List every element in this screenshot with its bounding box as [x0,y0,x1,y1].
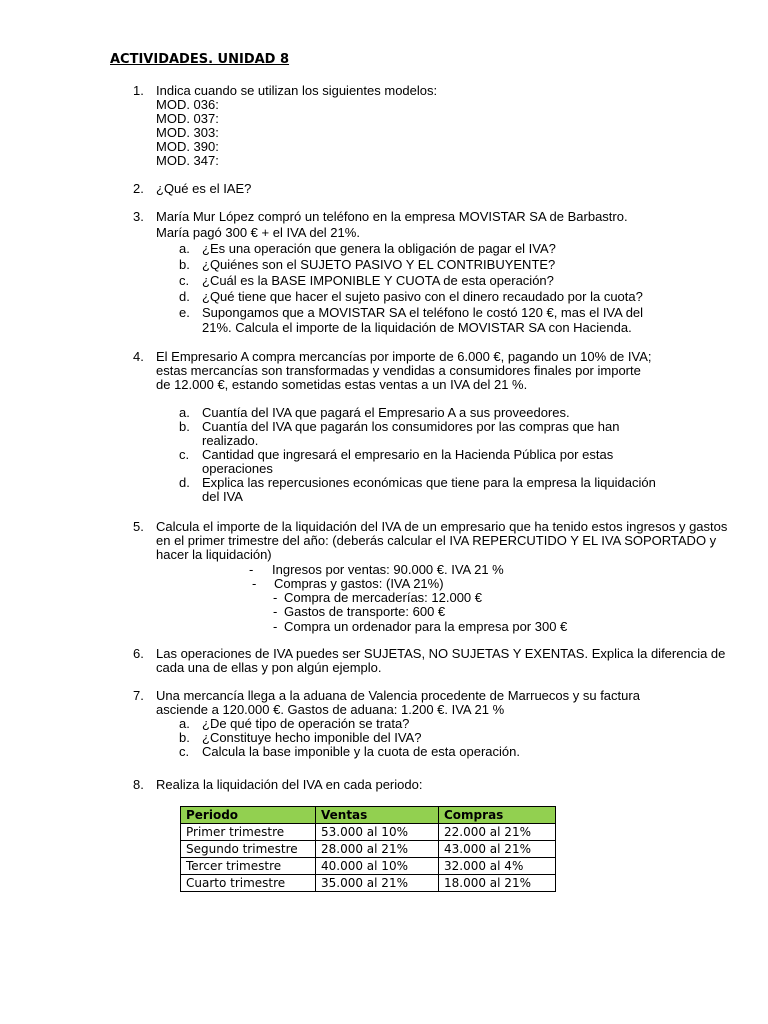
model-item: MOD. 303: [156,125,219,140]
item-text: ¿Constituye hecho imponible del IVA? [202,730,422,745]
question-number: 4. [133,349,144,364]
iva-periods-table [180,806,556,892]
question-text: Indica cuando se utilizan los siguientes modelos: [156,83,438,98]
ingresos-text: Ingresos por ventas: 90.000 €. IVA 21 % [272,562,504,577]
question-text: El Empresario A compra mercancías por importe de 6.000 €, pagando un 10% de IVA; [156,349,652,364]
question-number: 3. [133,209,144,224]
item-text: ¿Es una operación que genera la obligación de pagar el IVA? [202,241,556,256]
item-text: Supongamos que a MOVISTAR SA el teléfono le costó 120 €, mas el IVA del [202,305,644,320]
question-number: 2. [133,181,144,196]
item-letter: c. [179,447,190,462]
question-text: Una mercancía llega a la aduana de Valencia procedente de Marruecos y su factura [156,688,640,703]
table-row [181,875,556,892]
cell-periodo: Cuarto trimestre [181,875,316,892]
table-header-row [181,807,556,824]
question-text: hacer la liquidación) [156,547,272,562]
column-header-compras: Compras [439,807,556,824]
cell-compras: 18.000 al 21% [439,875,556,892]
question-text: Calcula el importe de la liquidación del IVA de un empresario que ha tenido estos ingresos y gastos [156,519,728,534]
item-text: ¿Quiénes son el SUJETO PASIVO Y EL CONTRIBUYENTE? [202,257,556,272]
question-text: asciende a 120.000 €. Gastos de aduana: 1.200 €. IVA 21 % [156,702,505,717]
question-number: 5. [133,519,144,534]
table-row [181,858,556,875]
item-letter: c. [179,273,190,288]
model-item: MOD. 390: [156,139,219,154]
model-item: MOD. 347: [156,153,219,168]
model-item: MOD. 036: [156,97,219,112]
item-text: ¿De qué tipo de operación se trata? [202,716,410,731]
cell-compras: 43.000 al 21% [439,841,556,858]
item-text: Calcula la base imponible y la cuota de esta operación. [202,744,520,759]
cell-periodo: Tercer trimestre [181,858,316,875]
item-letter: a. [179,405,190,420]
question-text: en el primer trimestre del año: (deberás calcular el IVA REPERCUTIDO Y EL IVA SOPORTADO y [156,533,717,548]
table-row [181,841,556,858]
item-text: Cuantía del IVA que pagarán los consumidores por las compras que han [202,419,620,434]
item-text: ¿Cuál es la BASE IMPONIBLE Y CUOTA de esta operación? [202,273,554,288]
question-text: María Mur López compró un teléfono en la empresa MOVISTAR SA de Barbastro. [156,209,628,224]
column-header-periodo: Periodo [181,807,316,824]
question-text: de 12.000 €, estando sometidas estas ventas a un IVA del 21 %. [156,377,528,392]
cell-ventas: 40.000 al 10% [316,858,439,875]
question-number: 6. [133,646,144,661]
item-letter: a. [179,716,190,731]
item-text: Cantidad que ingresará el empresario en la Hacienda Pública por estas [202,447,614,462]
expense-item: Gastos de transporte: 600 € [284,604,446,619]
question-number: 7. [133,688,144,703]
question-text: María pagó 300 € + el IVA del 21%. [156,225,360,240]
item-letter: c. [179,744,190,759]
column-header-ventas: Ventas [316,807,439,824]
page-title: ACTIVIDADES. UNIDAD 8 [110,52,290,67]
cell-ventas: 53.000 al 10% [316,824,439,841]
question-text: Realiza la liquidación del IVA en cada periodo: [156,777,423,792]
item-text: Explica las repercusiones económicas que tiene para la empresa la liquidación [202,475,656,490]
item-text: ¿Qué tiene que hacer el sujeto pasivo con el dinero recaudado por la cuota? [202,289,643,304]
cell-periodo: Primer trimestre [181,824,316,841]
bullet-dash: - [249,562,254,577]
question-text: cada una de ellas y pon algún ejemplo. [156,660,382,675]
item-text: 21%. Calcula el importe de la liquidación de MOVISTAR SA con Hacienda. [202,320,632,335]
cell-ventas: 28.000 al 21% [316,841,439,858]
cell-compras: 22.000 al 21% [439,824,556,841]
model-item: MOD. 037: [156,111,219,126]
item-text: realizado. [202,433,259,448]
cell-periodo: Segundo trimestre [181,841,316,858]
bullet-dash: - [252,576,257,591]
cell-compras: 32.000 al 4% [439,858,556,875]
bullet-dash: - [273,619,278,634]
question-text: Las operaciones de IVA puedes ser SUJETAS, NO SUJETAS Y EXENTAS. Explica la diferencia de [156,646,726,661]
question-text: estas mercancías son transformadas y vendidas a consumidores finales por importe [156,363,641,378]
item-letter: d. [179,289,190,304]
expense-item: Compra un ordenador para la empresa por 300 € [284,619,568,634]
item-letter: b. [179,730,190,745]
question-text: ¿Qué es el IAE? [156,181,252,196]
expense-item: Compra de mercaderías: 12.000 € [284,590,482,605]
item-text: operaciones [202,461,273,476]
item-letter: d. [179,475,190,490]
question-number: 8. [133,777,144,792]
bullet-dash: - [273,604,278,619]
bullet-dash: - [273,590,278,605]
item-letter: b. [179,419,190,434]
item-letter: b. [179,257,190,272]
table-row [181,824,556,841]
item-letter: a. [179,241,190,256]
item-letter: e. [179,305,190,320]
compras-text: Compras y gastos: (IVA 21%) [274,576,444,591]
item-text: Cuantía del IVA que pagará el Empresario A a sus proveedores. [202,405,570,420]
item-text: del IVA [202,489,243,504]
cell-ventas: 35.000 al 21% [316,875,439,892]
question-number: 1. [133,83,144,98]
